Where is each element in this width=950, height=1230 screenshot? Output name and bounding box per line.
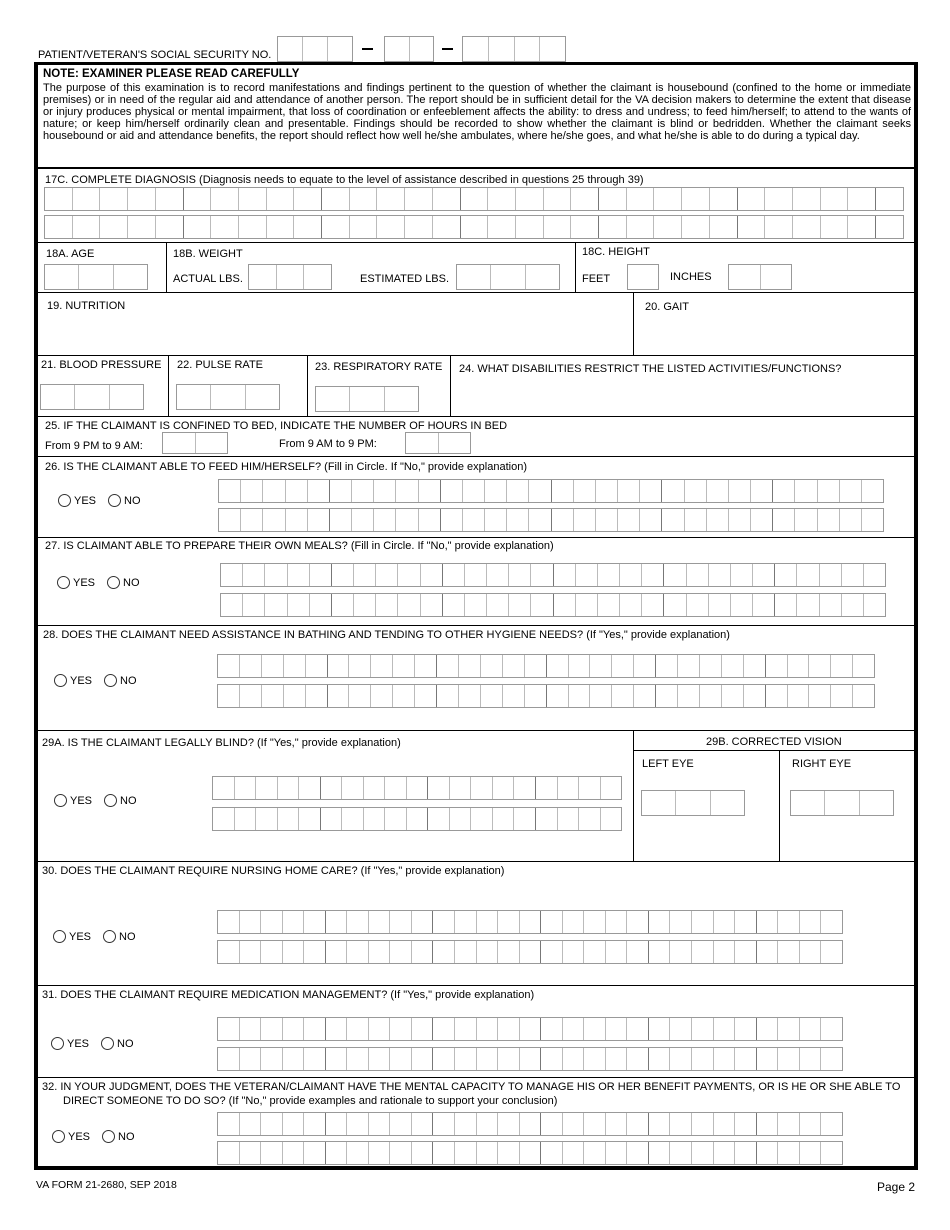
q29a-explanation-line-2[interactable] <box>212 807 622 831</box>
q17c-label: 17C. COMPLETE DIAGNOSIS (Diagnosis needs to equate to the level of assistance described in questions 25 through 39) <box>45 174 644 186</box>
q30-yes-option[interactable]: YES <box>53 930 91 943</box>
feet-label: FEET <box>582 273 611 285</box>
radio-circle-icon <box>103 930 116 943</box>
divider <box>307 355 308 416</box>
inches-label: INCHES <box>670 271 712 283</box>
q20-label: 20. GAIT <box>645 301 690 313</box>
q29a-explanation-line-1[interactable] <box>212 776 622 800</box>
q18a-label: 18A. AGE <box>46 248 95 260</box>
radio-circle-icon <box>57 576 70 589</box>
q31-label: 31. DOES THE CLAIMANT REQUIRE MEDICATION MANAGEMENT? (If "Yes," provide explanation) <box>42 989 535 1001</box>
q26-yes-option[interactable]: YES <box>58 494 96 507</box>
radio-circle-icon <box>51 1037 64 1050</box>
q32-options <box>52 1130 147 1143</box>
divider <box>575 242 576 292</box>
q25-am-label: From 9 AM to 9 PM: <box>279 438 377 450</box>
ssn-serial-field[interactable] <box>462 36 566 62</box>
q28-explanation-line-1[interactable] <box>217 654 875 678</box>
q31-options <box>51 1037 146 1050</box>
disabilities-field[interactable] <box>456 378 912 414</box>
radio-circle-icon <box>54 674 67 687</box>
feet-field[interactable] <box>627 264 659 290</box>
q28-options <box>54 674 149 687</box>
q31-explanation-line-1[interactable] <box>217 1017 843 1041</box>
q24-label: 24. WHAT DISABILITIES RESTRICT THE LISTED ACTIVITIES/FUNCTIONS? <box>459 363 842 375</box>
divider <box>36 730 916 731</box>
ssn-label: PATIENT/VETERAN'S SOCIAL SECURITY NO. <box>38 49 272 61</box>
divider <box>36 242 916 243</box>
radio-circle-icon <box>107 576 120 589</box>
estimated-lbs-label: ESTIMATED LBS. <box>360 273 450 285</box>
q26-explanation-line-1[interactable] <box>218 479 884 503</box>
q29b-label: 29B. CORRECTED VISION <box>706 736 842 748</box>
radio-circle-icon <box>104 794 117 807</box>
q30-explanation-line-1[interactable] <box>217 910 843 934</box>
radio-circle-icon <box>101 1037 114 1050</box>
note-title: NOTE: EXAMINER PLEASE READ CAREFULLY <box>43 68 300 80</box>
q28-yes-option[interactable]: YES <box>54 674 92 687</box>
actual-lbs-label: ACTUAL LBS. <box>173 273 243 285</box>
q27-explanation-line-2[interactable] <box>220 593 886 617</box>
q31-no-option[interactable]: NO <box>101 1037 134 1050</box>
divider <box>36 625 916 626</box>
divider <box>36 537 916 538</box>
q27-yes-option[interactable]: YES <box>57 576 95 589</box>
estimated-lbs-field[interactable] <box>456 264 560 290</box>
divider <box>36 167 916 169</box>
diagnosis-line-2[interactable] <box>44 215 904 239</box>
radio-circle-icon <box>54 794 67 807</box>
q32-explanation-line-1[interactable] <box>217 1112 843 1136</box>
respiratory-rate-field[interactable] <box>315 386 419 412</box>
q32-no-option[interactable]: NO <box>102 1130 135 1143</box>
radio-circle-icon <box>108 494 121 507</box>
divider <box>36 416 916 417</box>
q30-options <box>53 930 148 943</box>
ssn-dash <box>362 48 373 50</box>
q31-yes-option[interactable]: YES <box>51 1037 89 1050</box>
left-eye-field[interactable] <box>641 790 745 816</box>
q28-label: 28. DOES THE CLAIMANT NEED ASSISTANCE IN BATHING AND TENDING TO OTHER HYGIENE NEEDS? (If "Yes," provide explanation) <box>43 629 730 641</box>
page-number: Page 2 <box>877 1180 916 1194</box>
q25-pm-label: From 9 PM to 9 AM: <box>45 440 143 452</box>
divider <box>633 750 916 751</box>
radio-circle-icon <box>102 1130 115 1143</box>
ssn-area-field[interactable] <box>277 36 353 62</box>
nutrition-field[interactable] <box>40 314 628 352</box>
divider <box>166 242 167 292</box>
q25-label: 25. IF THE CLAIMANT IS CONFINED TO BED, INDICATE THE NUMBER OF HOURS IN BED <box>45 420 508 432</box>
q29a-no-option[interactable]: NO <box>104 794 137 807</box>
q30-no-option[interactable]: NO <box>103 930 136 943</box>
q28-explanation-line-2[interactable] <box>217 684 875 708</box>
divider <box>633 292 634 355</box>
q32-label-line-1: 32. IN YOUR JUDGMENT, DOES THE VETERAN/CLAIMANT HAVE THE MENTAL CAPACITY TO MANAGE HIS OR HER BENEFIT PAYMENTS, OR IS HE OR SHE ABLE TO <box>42 1081 901 1093</box>
q18b-label: 18B. WEIGHT <box>173 248 243 260</box>
q27-options <box>57 576 152 589</box>
divider <box>36 292 916 293</box>
q29a-label: 29A. IS THE CLAIMANT LEGALLY BLIND? (If "Yes," provide explanation) <box>42 737 401 749</box>
q32-label-line-2: DIRECT SOMEONE TO DO SO? (If "No," provide examples and rationale to support your conclusion) <box>63 1095 558 1107</box>
q23-label: 23. RESPIRATORY RATE <box>315 361 443 373</box>
divider <box>36 985 916 986</box>
divider <box>779 750 780 862</box>
hours-am-field[interactable] <box>405 432 471 454</box>
left-eye-label: LEFT EYE <box>642 758 694 770</box>
q29a-yes-option[interactable]: YES <box>54 794 92 807</box>
q26-no-option[interactable]: NO <box>108 494 141 507</box>
q21-label: 21. BLOOD PRESSURE <box>41 359 162 371</box>
q27-no-option[interactable]: NO <box>107 576 140 589</box>
q32-yes-option[interactable]: YES <box>52 1130 90 1143</box>
blood-pressure-field[interactable] <box>40 384 144 410</box>
divider <box>36 456 916 457</box>
hours-pm-field[interactable] <box>162 432 228 454</box>
pulse-rate-field[interactable] <box>176 384 280 410</box>
divider <box>450 355 451 416</box>
q26-explanation-line-2[interactable] <box>218 508 884 532</box>
right-eye-label: RIGHT EYE <box>792 758 852 770</box>
q30-explanation-line-2[interactable] <box>217 940 843 964</box>
ssn-group-field[interactable] <box>384 36 434 62</box>
radio-circle-icon <box>58 494 71 507</box>
divider <box>168 355 169 416</box>
radio-circle-icon <box>52 1130 65 1143</box>
q28-no-option[interactable]: NO <box>104 674 137 687</box>
q27-label: 27. IS CLAIMANT ABLE TO PREPARE THEIR OWN MEALS? (Fill in Circle. If "No," provide explanation) <box>45 540 554 552</box>
inches-field[interactable] <box>728 264 792 290</box>
q29a-options <box>54 794 149 807</box>
q32-explanation-line-2[interactable] <box>217 1141 843 1165</box>
right-eye-field[interactable] <box>790 790 894 816</box>
q30-label: 30. DOES THE CLAIMANT REQUIRE NURSING HOME CARE? (If "Yes," provide explanation) <box>42 865 505 877</box>
q22-label: 22. PULSE RATE <box>177 359 263 371</box>
gait-field[interactable] <box>640 316 912 352</box>
age-field[interactable] <box>44 264 148 290</box>
actual-lbs-field[interactable] <box>248 264 332 290</box>
q26-options <box>58 494 153 507</box>
q18c-label: 18C. HEIGHT <box>582 246 650 258</box>
form-id: VA FORM 21-2680, SEP 2018 <box>36 1179 177 1191</box>
q27-explanation-line-1[interactable] <box>220 563 886 587</box>
divider <box>36 861 916 862</box>
diagnosis-line-1[interactable] <box>44 187 904 211</box>
q31-explanation-line-2[interactable] <box>217 1047 843 1071</box>
radio-circle-icon <box>104 674 117 687</box>
q19-label: 19. NUTRITION <box>47 300 126 312</box>
radio-circle-icon <box>53 930 66 943</box>
note-body: The purpose of this examination is to record manifestations and findings pertinent to the question of whether the claimant is housebound (confined to the home or immediate premises) or in need of the regular aid and attendance of another person. The report should be in sufficient detail for the VA decision makers to determine the extent that disease or injury produces physical or mental impairment, that loss of coordination or enfeeblement affects the ability: to dress and undress; to feed him/herself; to attend to the wants of nature; or keep him/herself ordinarily clean and presentable. Findings should be recorded to show whether the claimant is blind or bedridden. Whether the claimant seeks housebound or aid and attendance benefits, the report should reflect how well he/she ambulates, where he/she goes, and what he/she is able to do during a typical day. <box>43 82 911 142</box>
q26-label: 26. IS THE CLAIMANT ABLE TO FEED HIM/HERSELF? (Fill in Circle. If "No," provide explanation) <box>45 461 527 473</box>
ssn-dash <box>442 48 453 50</box>
divider <box>36 1077 916 1078</box>
